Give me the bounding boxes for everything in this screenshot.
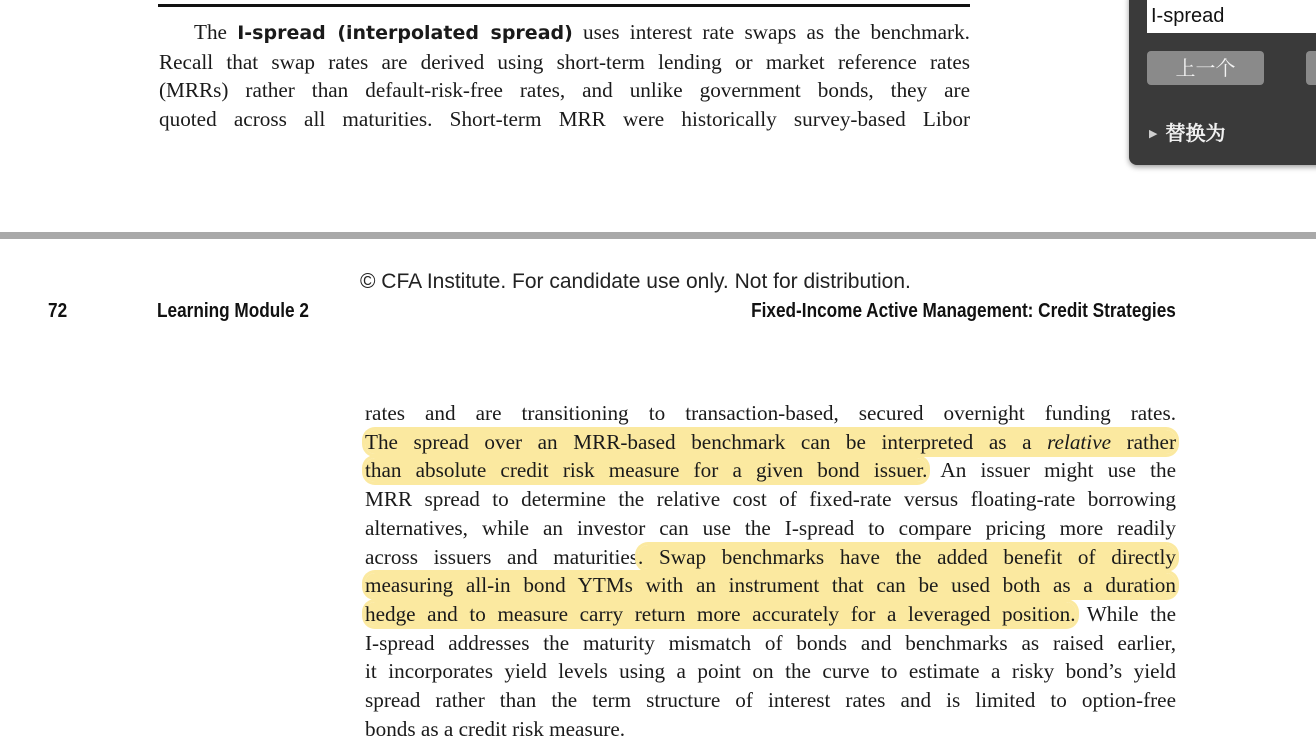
previous-page-paragraph <box>159 18 970 134</box>
text-line: across issuers and maturities. Swap benchmarks have the added benefit of directly <box>365 544 1176 569</box>
text-line: I-spread addresses the maturity mismatch of bonds and benchmarks as raised earlier, <box>365 630 1176 655</box>
chapter-title: Fixed-Income Active Management: Credit Strategies <box>751 300 1176 322</box>
search-input[interactable] <box>1147 0 1316 33</box>
text-line: Recall that swap rates are derived using short-term lending or market reference rates <box>159 49 970 74</box>
text-line: The I-spread (interpolated spread) uses interest rate swaps as the benchmark. <box>194 20 970 44</box>
previous-match-button[interactable]: 上一个 <box>1147 51 1264 85</box>
text-line: MRR spread to determine the relative cost of fixed-rate versus floating-rate borrowing <box>365 487 1176 512</box>
copyright-notice: © CFA Institute. For candidate use only. Not for distribution. <box>360 270 911 293</box>
text-line: hedge and to measure carry return more accurately for a leveraged position. While the <box>365 601 1176 626</box>
text-line: alternatives, while an investor can use the I-spread to compare pricing more readily <box>365 515 1176 540</box>
replace-toggle[interactable] <box>1149 117 1225 146</box>
replace-label: 替换为 <box>1165 121 1226 145</box>
body-paragraph <box>365 399 1176 743</box>
text-line: quoted across all maturities. Short-term MRR were historically survey-based Libor <box>159 107 970 132</box>
highlight[interactable]: than absolute credit risk measure for a given bond issuer. <box>365 458 928 483</box>
highlight[interactable]: The spread over an MRR-based benchmark can be interpreted as a relative rather <box>365 429 1177 454</box>
module-label: Learning Module 2 <box>157 300 309 322</box>
text-line <box>365 571 1176 600</box>
section-rule <box>158 4 970 7</box>
text-line <box>365 428 1176 457</box>
text-line: it incorporates yield levels using a point on the curve to estimate a risky bond’s yield <box>365 659 1176 684</box>
highlight[interactable]: hedge and to measure carry return more accurately for a leveraged position. <box>365 601 1076 626</box>
page-number: 72 <box>48 300 68 322</box>
text-line: spread rather than the term structure of interest rates and is limited to option-free <box>365 688 1176 713</box>
page-separator <box>0 232 1316 239</box>
expand-triangle-icon: ▶ <box>1149 127 1158 140</box>
text-line: bonds as a credit risk measure. <box>365 716 626 741</box>
text-line: than absolute credit risk measure for a given bond issuer. An issuer might use the <box>365 458 1176 483</box>
highlight[interactable]: measuring all-in bond YTMs with an instrument that can be used both as a duration <box>365 573 1176 598</box>
highlight[interactable]: . Swap benchmarks have the added benefit of directly <box>638 544 1176 569</box>
next-match-button[interactable] <box>1306 51 1316 85</box>
text-line: rates and are transitioning to transaction-based, secured overnight funding rates. <box>365 401 1176 425</box>
term-i-spread: I-spread (interpolated spread) <box>237 22 573 44</box>
text-line: (MRRs) rather than default-risk-free rates, and unlike government bonds, they are <box>159 78 970 103</box>
